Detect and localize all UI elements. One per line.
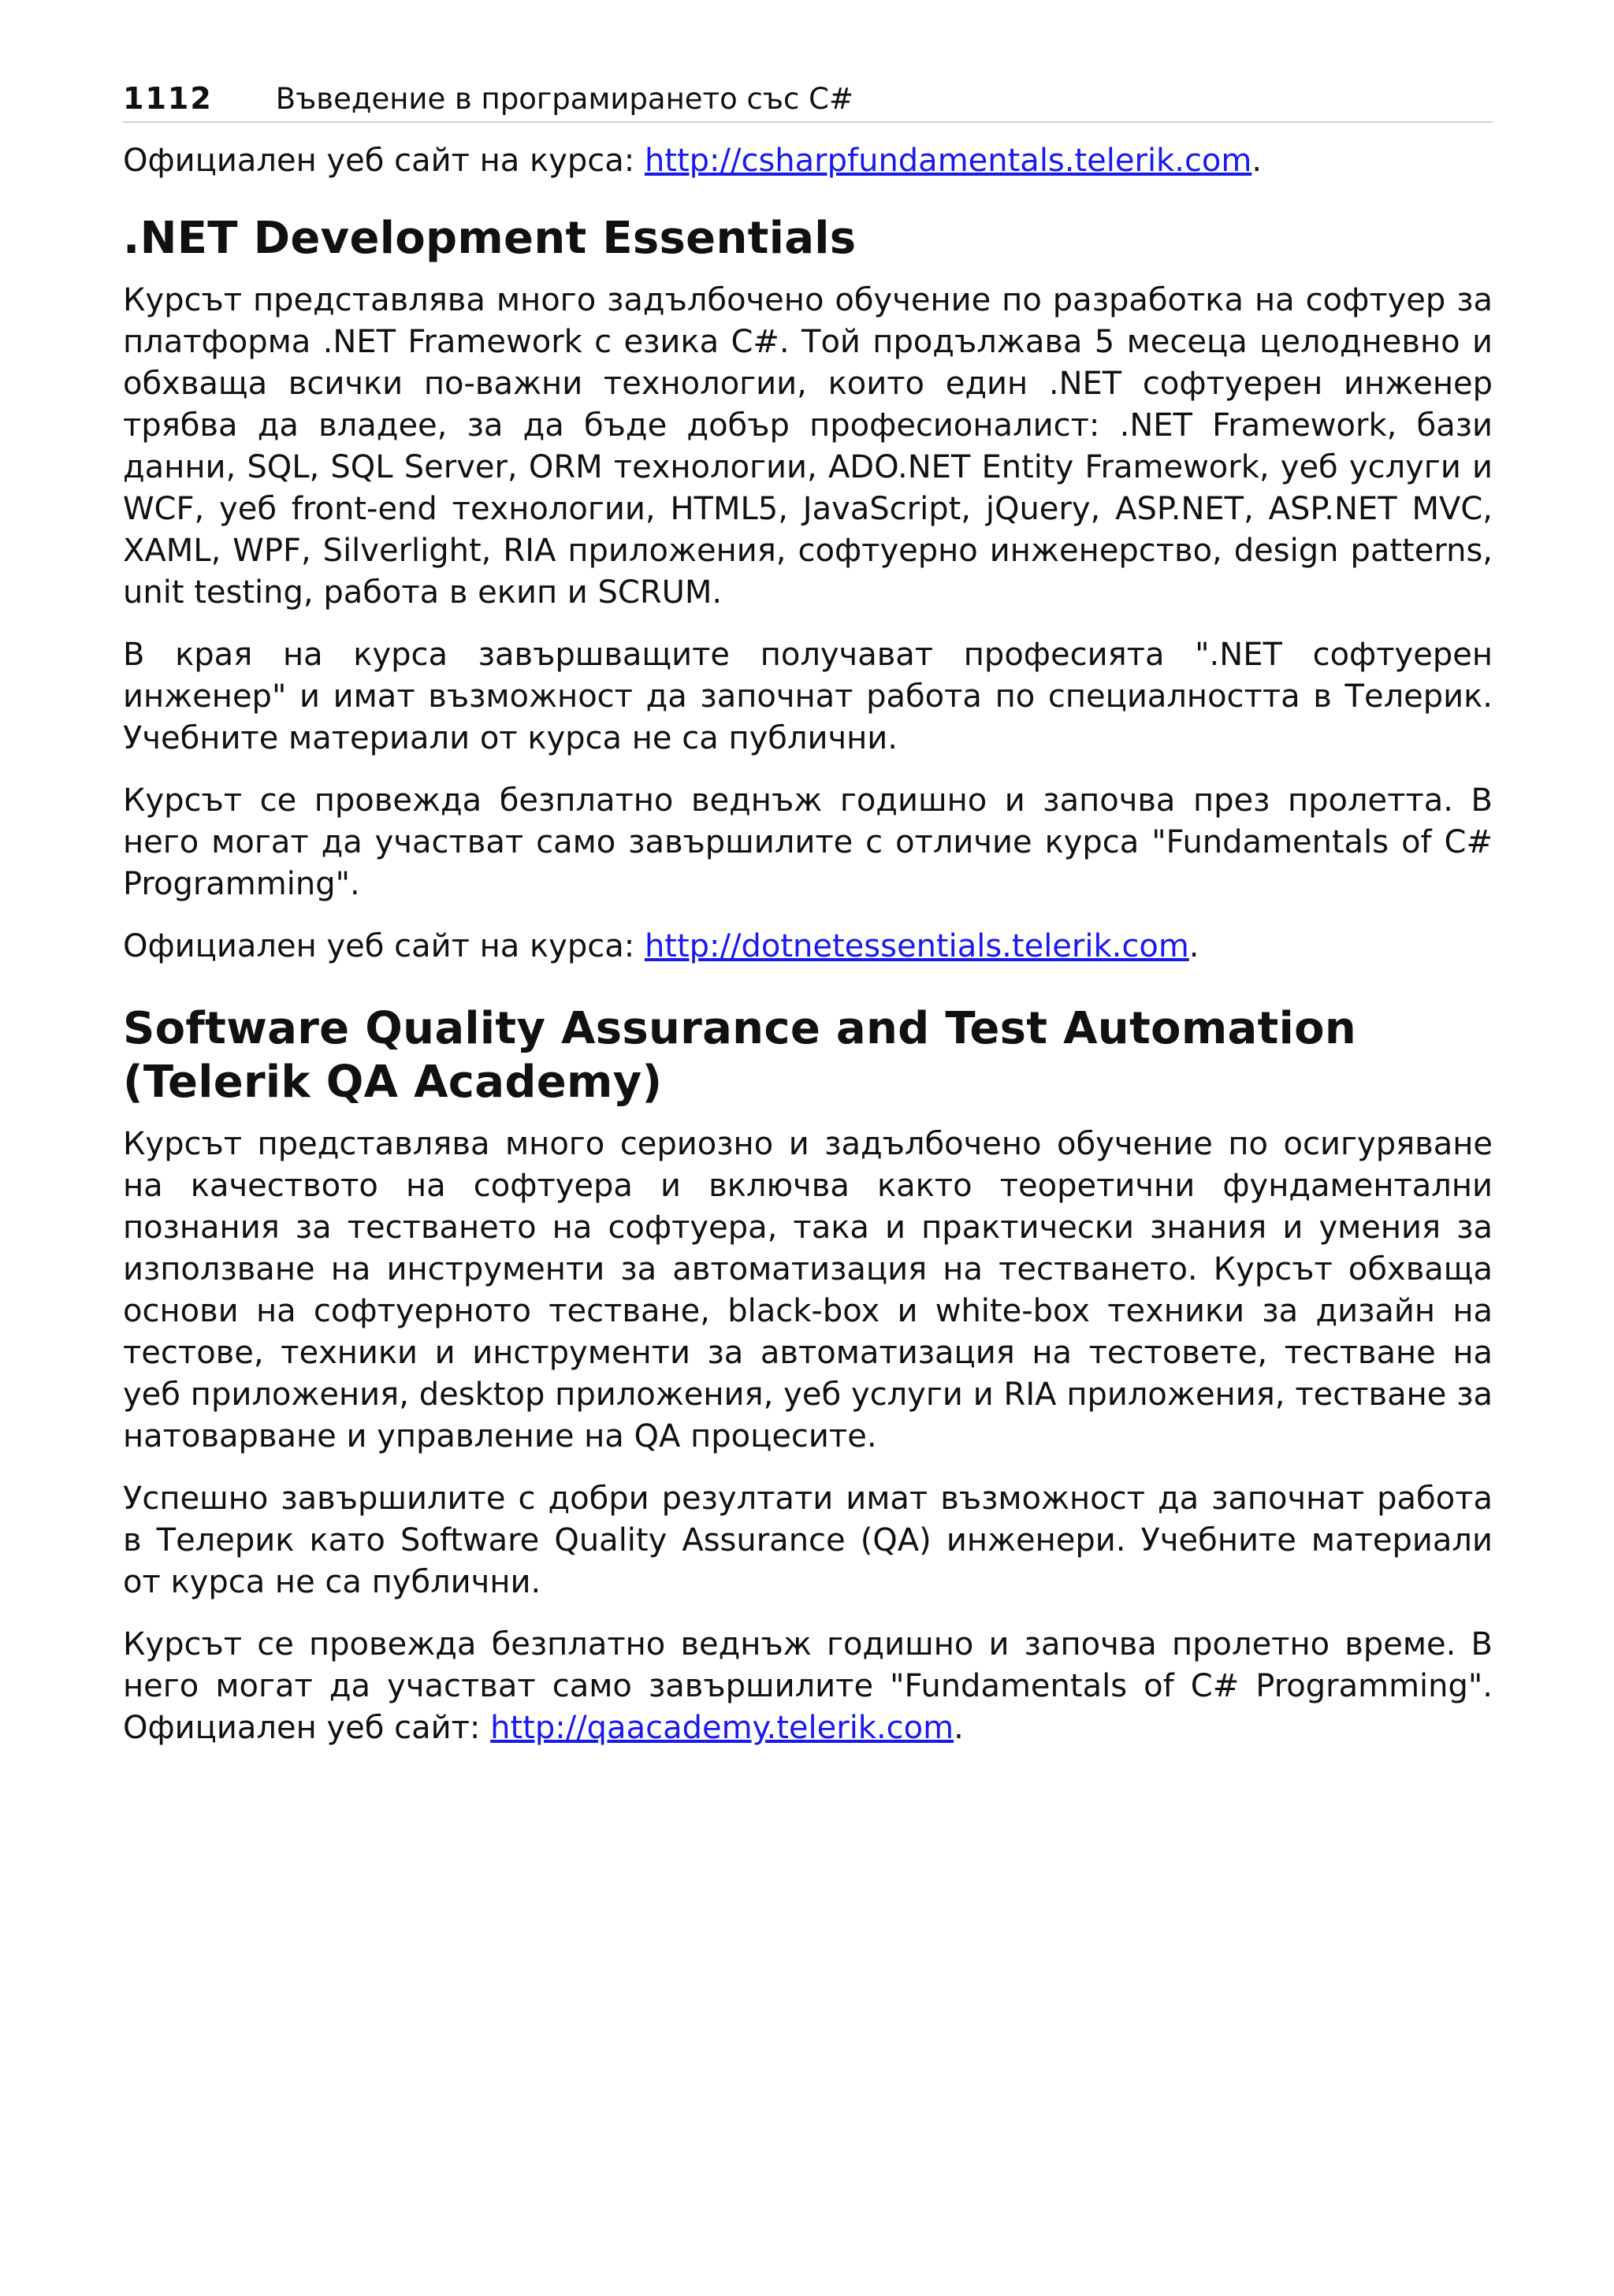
section-heading-qa-academy (123, 1002, 1493, 1109)
page-number: 1112 (123, 81, 213, 116)
intro-site-suffix: . (1251, 143, 1263, 179)
qa-academy-site-suffix: . (954, 1710, 964, 1746)
dotnet-essentials-paragraph-3: Курсът се провежда безплатно веднъж годишно и започва през пролетта. В него могат да участват само завършилите с отличие курса "Fundamentals of C# Programming". (123, 782, 1493, 902)
dotnet-essentials-site-line (123, 926, 1493, 968)
qa-heading-line-2: (Telerik QA Academy) (123, 1057, 663, 1108)
dotnet-essentials-paragraph-2: В края на курса завършващите получават професията ".NET софтуерен инженер" и имат възможност да започнат работа по специалността в Телерик. Учебните материали от курса не са публични. (123, 637, 1493, 756)
qa-academy-paragraph-2: Успешно завършилите с добри резултати имат възможност да започнат работа в Телерик като Software Quality Assurance (QA) инженери. Учебните материали от курса не са публични. (123, 1481, 1493, 1600)
intro-site-line (123, 140, 1493, 182)
running-header (123, 76, 1493, 123)
qaacademy-link[interactable]: http://qaacademy.telerik.com (490, 1710, 954, 1746)
book-page (123, 76, 1493, 1749)
book-title: Въведение в програмирането със C# (275, 82, 853, 116)
section-heading-dotnet-essentials: .NET Development Essentials (123, 213, 857, 264)
qa-academy-paragraph-3-text: Курсът се провежда безплатно веднъж годишно и започва пролетно време. В него могат да участват само завършилите "Fundamentals of C# Programming". Официален уеб сайт: (123, 1626, 1493, 1746)
dotnet-essentials-paragraph-1: Курсът представлява много задълбочено обучение по разработка на софтуер за платформа .NET Framework с езика C#. Той продължава 5 месеца целодневно и обхваща всички по-важни технологии, които един .NET софтуерен инженер трябва да владее, за да бъде добър професионалист: .NET Framework, бази данни, SQL, SQL Server, ORM технологии, ADO.NET Entity Framework, уеб услуги и WCF, уеб front-end технологии, HTML5, JavaScript, jQuery, ASP.NET, ASP.NET MVC, XAML, WPF, Silverlight, RIA приложения, софтуерно инженерство, design patterns, unit testing, работа в екип и SCRUM. (123, 282, 1493, 611)
csharpfundamentals-link[interactable]: http://csharpfundamentals.telerik.com (644, 143, 1252, 179)
dotnet-essentials-site-prefix: Официален уеб сайт на курса: (123, 928, 645, 964)
qa-heading-line-1: Software Quality Assurance and Test Automation (123, 1003, 1357, 1054)
qa-academy-paragraph-1: Курсът представлява много сериозно и задълбочено обучение по осигуряване на качеството на софтуера и включва както теоретични фундаментални познания за тестването на софтуера, така и практически знания и умения за използване на инструменти за автоматизация на тестването. Курсът обхваща основи на софтуерното тестване, black-box и white-box техники за дизайн на тестове, техники и инструменти за автоматизация на тестовете, тестване на уеб приложения, desktop приложения, уеб услуги и RIA приложения, тестване за натоварване и управление на QA процесите. (123, 1126, 1493, 1455)
dotnet-essentials-site-suffix: . (1188, 928, 1199, 964)
dotnetessentials-link[interactable]: http://dotnetessentials.telerik.com (644, 928, 1189, 964)
qa-academy-paragraph-3 (123, 1624, 1493, 1749)
intro-site-prefix: Официален уеб сайт на курса: (123, 143, 645, 179)
